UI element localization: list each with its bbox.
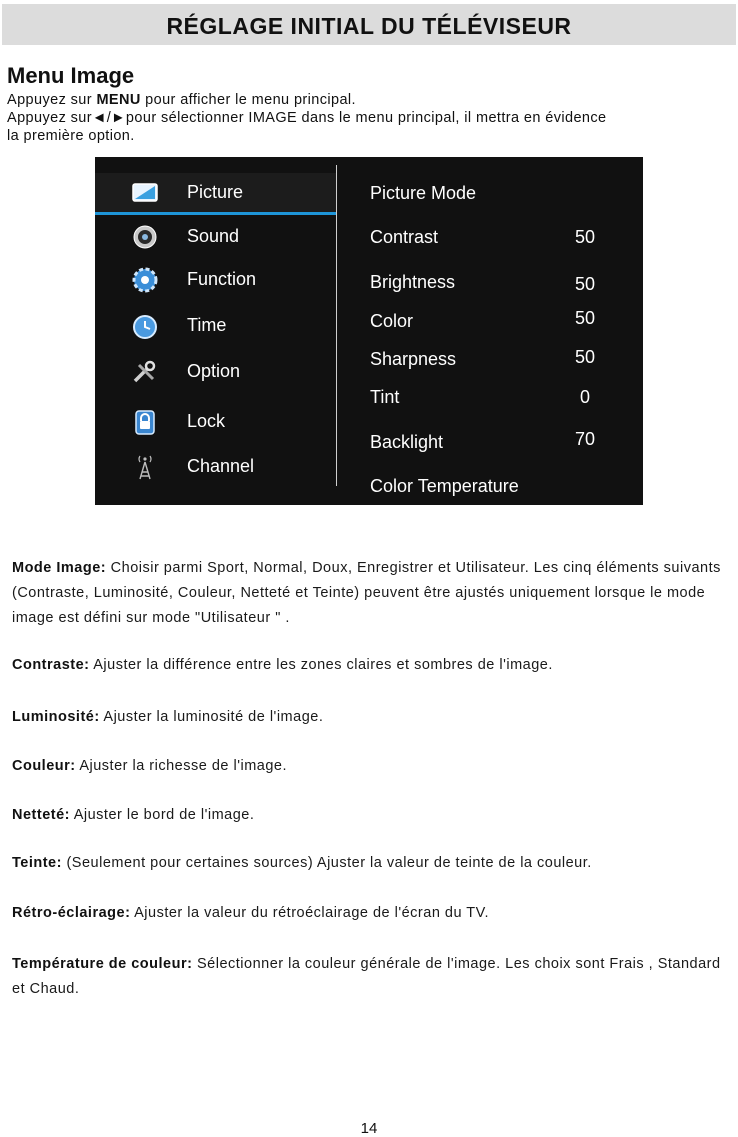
setting-sharpness-value: 50: [574, 347, 596, 367]
desc-term: Contraste:: [12, 657, 90, 673]
setting-brightness[interactable]: Brightness: [370, 272, 456, 292]
desc-term: Teinte:: [12, 855, 62, 871]
setting-tint-value: 0: [579, 387, 590, 407]
menu-item-sound[interactable]: [95, 217, 336, 257]
page-title: RÉGLAGE INITIAL DU TÉLÉVISEUR: [166, 13, 572, 39]
menu-item-label: Time: [187, 315, 227, 335]
setting-backlight-value: 70: [574, 429, 596, 449]
desc-term: Netteté:: [12, 807, 70, 823]
desc-tint: [12, 851, 728, 876]
sound-icon: [131, 224, 159, 250]
menu-item-lock[interactable]: [95, 402, 336, 442]
desc-picture-mode: [12, 556, 728, 631]
desc-color: [12, 754, 728, 779]
desc-color-temperature: [12, 952, 728, 1002]
setting-color[interactable]: Color: [370, 311, 414, 331]
setting-color-temperature[interactable]: Color Temperature: [370, 476, 519, 496]
desc-backlight: [12, 901, 728, 926]
desc-contrast: [12, 653, 728, 678]
intro-line-1-pre: Appuyez sur: [7, 92, 97, 108]
function-icon: [131, 267, 159, 293]
desc-term: Couleur:: [12, 758, 76, 774]
desc-text: Choisir parmi Sport, Normal, Doux, Enregistrer et Utilisateur. Les cinq éléments suivants (Contraste, Luminosité, Couleur, Netteté et Teinte) peuvent être ajustés uniquement lorsque le mode image est défini sur mode "Utilisateur " .: [12, 560, 721, 626]
menu-item-picture[interactable]: [95, 173, 336, 213]
intro-line-1-post: pour afficher le menu principal.: [140, 92, 356, 108]
option-icon: [131, 359, 159, 385]
desc-brightness: [12, 705, 728, 730]
menu-key-label: MENU: [96, 92, 141, 108]
desc-text: (Seulement pour certaines sources) Ajuster la valeur de teinte de la couleur.: [61, 855, 592, 871]
desc-term: Rétro-éclairage:: [12, 905, 131, 921]
menu-item-label: Lock: [187, 411, 226, 431]
time-icon: [131, 313, 159, 339]
picture-icon: [131, 180, 159, 206]
menu-divider: [336, 165, 337, 486]
header-bar: [2, 4, 736, 45]
setting-backlight[interactable]: Backlight: [370, 432, 444, 452]
desc-sharpness: [12, 803, 728, 828]
menu-item-label: Channel: [187, 456, 255, 476]
desc-text: Ajuster la luminosité de l'image.: [99, 709, 324, 725]
intro-line-3: la première option.: [7, 128, 135, 144]
menu-item-function[interactable]: [95, 260, 336, 300]
intro-line-1: [7, 92, 356, 108]
menu-item-time[interactable]: [95, 306, 336, 346]
page-number: 14: [360, 1120, 378, 1137]
intro-line-2: Appuyez sur◄/►pour sélectionner IMAGE dans le menu principal, il mettra en évidence: [7, 110, 607, 126]
menu-item-label: Sound: [187, 226, 240, 246]
tv-picture-menu: [95, 157, 643, 505]
desc-term: Mode Image:: [12, 560, 107, 576]
menu-item-label: Function: [187, 269, 257, 289]
setting-color-value: 50: [574, 308, 596, 328]
desc-text: Ajuster la valeur du rétroéclairage de l'écran du TV.: [130, 905, 490, 921]
menu-item-channel[interactable]: [95, 447, 336, 487]
setting-sharpness[interactable]: Sharpness: [370, 349, 457, 369]
menu-item-label: Option: [187, 361, 241, 381]
menu-item-label: Picture: [187, 182, 244, 202]
setting-brightness-value: 50: [574, 274, 596, 294]
desc-term: Température de couleur:: [12, 956, 193, 972]
menu-item-option[interactable]: [95, 352, 336, 392]
setting-picture-mode[interactable]: Picture Mode: [370, 183, 477, 203]
setting-contrast[interactable]: Contrast: [370, 227, 439, 247]
desc-text: Ajuster le bord de l'image.: [69, 807, 255, 823]
setting-tint[interactable]: Tint: [370, 387, 400, 407]
setting-contrast-value: 50: [574, 227, 596, 247]
desc-term: Luminosité:: [12, 709, 100, 725]
lock-icon: [131, 409, 159, 435]
desc-text: Sélectionner la couleur générale de l'image. Les choix sont Frais , Standard et Chaud.: [12, 956, 721, 997]
channel-icon: [131, 454, 159, 480]
desc-text: Ajuster la richesse de l'image.: [75, 758, 287, 774]
section-title: Menu Image: [7, 63, 135, 88]
desc-text: Ajuster la différence entre les zones claires et sombres de l'image.: [89, 657, 553, 673]
